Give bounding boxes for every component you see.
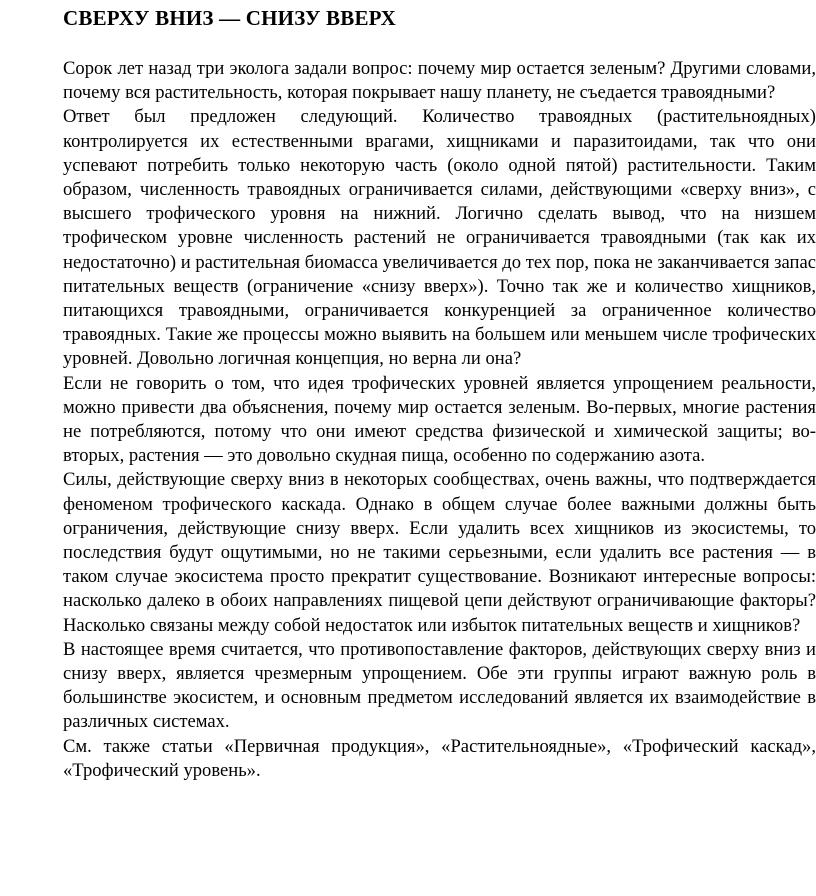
paragraph-see-also: См. также статьи «Первичная продукция», «Растительноядные», «Трофический каскад», «Трофический уровень».	[63, 735, 816, 781]
document-title: СВЕРХУ ВНИЗ — СНИЗУ ВВЕРХ	[63, 6, 396, 30]
paragraph-intro: Сорок лет назад три эколога задали вопрос: почему мир остается зеленым? Другими словами, почему вся растительность, которая покрывает нашу планету, не съедается травоядными?	[63, 58, 816, 104]
paragraph-answer: Ответ был предложен следующий. Количество травоядных (растительноядных) контролируется их естественными врагами, хищниками и паразитоидами, так что они успевают потребить только некоторую часть (около одной пятой) растительности. Таким образом, численность травоядных ограничивается силами, действующими «сверху вниз», с высшего трофического уровня на нижний. Логично сделать вывод, что на низшем трофическом уровне численность растений не ограничивается травоядными (так как их недостаточно) и растительная биомасса увеличивается до тех пор, пока не заканчивается запас питательных веществ (ограничение «снизу вверх»). Точно так же и количество хищников, питающихся травоядными, ограничивается конкуренцией за ограниченное количество травоядных. Такие же процессы можно выявить на большем или меньшем числе трофических уровней. Довольно логичная концепция, но верна ли она?	[63, 106, 816, 370]
paragraph-current-view: В настоящее время считается, что противопоставление факторов, действующих сверху вниз и снизу вверх, является чрезмерным упрощением. Обе эти группы играют важную роль в большинстве экосистем, и основным предметом исследований является их взаимодействие в различных системах.	[63, 638, 816, 733]
paragraph-forces: Силы, действующие сверху вниз в некоторых сообществах, очень важны, что подтверждается феноменом трофического каскада. Однако в общем случае более важными должны быть ограничения, действующие снизу вверх. Если удалить всех хищников из экосистемы, то последствия будут ощутимыми, но не такими серьезными, если удалить все растения — в таком случае экосистема просто прекратит существование. Возникают интересные вопросы: насколько далеко в обоих направлениях пищевой цепи действуют ограничивающие факторы? Насколько связаны между собой недостаток или избыток питательных веществ и хищников?	[63, 469, 816, 636]
document-page	[63, 0, 816, 783]
paragraph-explanations: Если не говорить о том, что идея трофических уровней является упрощением реальности, можно привести два объяснения, почему мир остается зеленым. Во-первых, многие растения не потребляются, потому что они имеют средства физической и химической защиты; во-вторых, растения — это довольно скудная пища, особенно по содержанию азота.	[63, 372, 816, 467]
